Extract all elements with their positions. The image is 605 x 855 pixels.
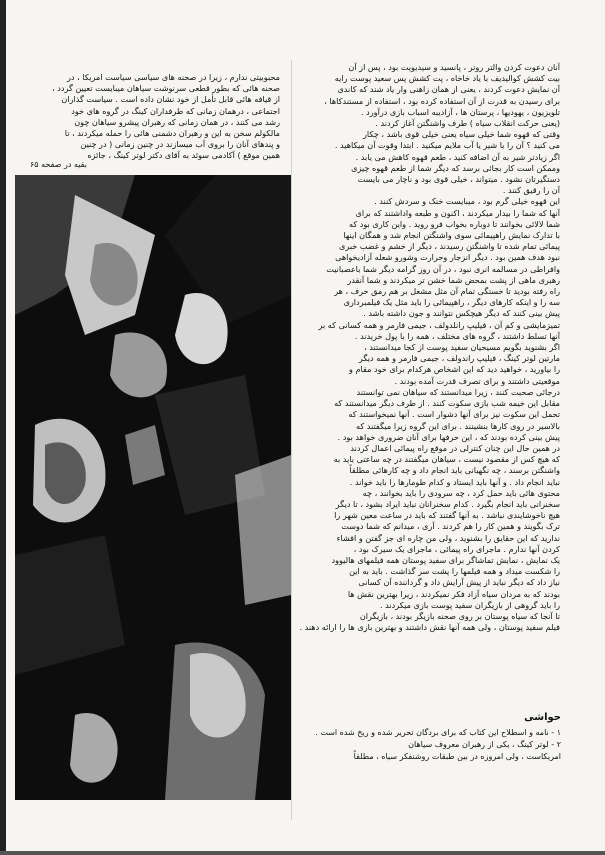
scan-shadow-bottom	[0, 851, 605, 855]
text-line: برای رسیدن به قدرت از آن استفاده کرده بود ، استفاده از مستندکاها ،	[324, 95, 560, 106]
text-line: از قیافه هائی قابل تأمل از خود نشان داده است . سیاست گذاران	[61, 94, 280, 105]
text-line: فیلم سفید پوستان ، ولی همه آنها نقش داشتند و بهترین بازی ها را ارائه دهند .	[299, 622, 560, 633]
text-line: شما لالائی بخوانند تا دوباره بخواب فرو روید . واین کاری بود که	[348, 218, 560, 229]
text-line: مارتین لوتر کینگ ، فیلیپ راندولف ، جیمی فارمر و همه دیگر	[358, 353, 560, 364]
text-line: موقعیتی داشتند و برای تصرف قدرت آمده بودند .	[394, 375, 560, 386]
text-line: آنها که شما را بیدار میکردند ، اکنون و طبعه واداشتند که برای	[355, 207, 560, 218]
left-column-text	[30, 72, 280, 167]
text-line: رشد می کنند ، در همان زمانی که رهبران پیشرو سیاهان چون	[74, 116, 280, 127]
photo-illustration	[15, 175, 291, 800]
text-line: تلویزیون ، یهودیها ، پرستان ها ، آزادیبه اسباب بازی درآورد .	[361, 106, 560, 117]
text-line: اگر زیادتر شیر به آن اضافه کنید ، طعم قهوه کاهش می یابد .	[355, 151, 560, 162]
text-line: و پندهای آنان را بروی آب میسازند در چنین زمانی ( در چنین	[80, 139, 280, 150]
text-line: آن را رقیق کنند .	[502, 185, 560, 196]
text-line: پیش بینی کنند که دیگر هیچکس نتوانند و جون داشته باشد .	[363, 308, 560, 319]
text-line: محتوی هائی باید حمل کرد ، چه سرودی را باید بخوانند ، چه	[362, 487, 560, 498]
text-line: را بیاورید ، خواهید دید که این اشخاص هرکدام برای خود مقام و	[349, 364, 560, 375]
text-line: ۱ - نامه و اسطلاح این کتاب که برای بردگان تحریر شده و ریخ شده است .	[315, 728, 561, 737]
text-line: محبوبیتی ندارم ، زیرا در صحنه های سیاسی سیاست امریکا ، در	[67, 72, 280, 82]
text-line: بالاسیر در روی کارها بنشینند . برای این گروه زیرا میگفتند که	[356, 420, 560, 431]
text-line: وممکن است کار بجائی برسد که دیگر شما از طعم قهوه چیزی	[351, 162, 560, 173]
text-line: ۲ - لوتر کینگ ، یکی از رهبران معروف سیاهان	[408, 740, 561, 749]
text-line: که هیچ کس از مقصود نیست ، سیاهان میگفتند در چه ساعتی باید به	[333, 454, 560, 465]
text-line: در همین حال این چنان کنترلی در موقع راه پیمائی اعمال کردند	[350, 442, 560, 453]
text-line: وقتی که قهوه شما خیلی سیاه یعنی خیلی قوی باشد ، چکار	[362, 129, 560, 140]
text-line: آنان دعوت کردن والتر روتر ، پانسید و سیدیویت بود ، پس از آن	[348, 62, 560, 72]
text-line: نبود هدف همین بود . دیگر انزجار وحرارت وشورو شعله آزادیخواهی	[335, 252, 560, 263]
text-line: صحنه هائی که بطور قطعی سرنوشت سیاهان میبایست تعیین گردد ،	[52, 83, 280, 94]
text-line: را باید گروهی از بازیگران سفید پوست بازی میکردند .	[379, 599, 560, 610]
text-line: راه رفته بودید تا خستگی تمام آن مثل مشعل بر هم رمق حرف ، هر	[334, 286, 560, 297]
text-line: مقابل این خیمه شب بازی سکوت کنند . از طرف دیگر میدانستند که	[334, 398, 560, 409]
text-line: بیت کشش کوالیدیف با یاد خاخاه ، پت کشش پس سعید پوست رایه	[334, 73, 560, 84]
text-line: تحمل این سکوت نیز برای آنها دشوار است . آنها نمیخواستند که	[348, 409, 560, 420]
text-line: یک نمایش ، نمایش تماشاگر برای سفید پوستان همه فیلمهای هالیوود	[331, 554, 560, 565]
text-line: تا آنجا که سیاه پوستان بر روی صحنه بازیگر بودند ، بازیگران	[359, 610, 560, 621]
text-line: ندارید که این حقایق را بشنوید ، ولی من چاره ای جز گفتن و افشاء	[336, 532, 560, 543]
text-line: اگر بشنوید بگویم مسیحیان سفید پوست از کجا میدانستند ،	[364, 342, 560, 353]
text-line: دستگیرتان نشود . میتواند ، خیلی قوی بود و ناچار می بایست	[357, 174, 560, 185]
text-line: نیاز داد که دیگر نباید از پیش آرایش داد و گرداننده آن کسانی	[358, 577, 560, 588]
footnotes-lines	[296, 727, 561, 762]
text-line: اجتماعی ، درهمان زمانی که طرفداران کینگ در گروه های خود	[71, 105, 280, 116]
text-line: بودند که به مردان سیاه آزاد فکر نمیکردند ، زیرا بهترین نقش ها	[347, 588, 560, 599]
right-column-text	[295, 62, 560, 708]
text-line: درجائی صحبت کنند ، زیرا میدانستند که سیاهان نمی توانستند	[356, 386, 560, 397]
black-and-white-photo	[15, 175, 291, 800]
text-line: امریکاست ، ولی امروزه در بین طبقات روشنفکر سیاه ، مطلقاً	[353, 752, 561, 761]
text-line: نباید انجام داد . و آنها باید ایستاد و کدام طومارها را باید خواند .	[349, 476, 560, 487]
text-line: سخنرانی باید انجام بگیرد . کدام سخنرانان نباید ایراد بشود ، تا دیگر	[335, 498, 560, 509]
text-line: رهبری ماهی از پشت بمحض شما خشن تر میکردند و شما آنقدر	[347, 274, 560, 285]
text-line: همین موقع ) آکادمی سوئد به آقای دکتر لوتر کینگ ، جائزه	[87, 150, 280, 161]
footnotes	[296, 712, 561, 812]
text-line: این قهوه خیلی گرم بود ، میبایست خنک و سردش کنند .	[374, 196, 560, 207]
column-divider	[291, 60, 292, 820]
text-line: آنها تسلط داشتند ، گروه های مختلف ، همه را با پول خریدند .	[354, 330, 560, 341]
text-line: می کنید ؟ آن را با شیر یا آب ملایم میکنید . ابتدا وقوت آن میکاهید .	[334, 140, 560, 151]
scan-shadow-left	[0, 0, 6, 855]
text-line: مالکولم سخن به این و رهبران دشمنی هائی را حمله میکردند ، تا	[64, 128, 280, 139]
text-line: ترک بگویند و همین کار را هم کردند . آری ، میدانم که شما دوست	[341, 521, 560, 532]
text-line: پیش بینی کرده بودند که ، این حرفها برای آنان ضروری خواهد بود .	[337, 431, 560, 442]
text-line: با تدارک نمایش راهپیمائی سوی واشنگتن انجام شد و همگان اینها	[343, 230, 560, 241]
text-line: واشنگتن برسند ، چه نگهبانی باید انجام داد و چه کارهائی مطلقاً	[349, 465, 560, 476]
text-line: سه را و اینکه کارهای دیگر ، راهپیمائی را باید مثل یک فیلمبرداری	[343, 297, 560, 308]
text-line: هیچ ناخوشایندی نباشد . به آنها گفتند که باید در ساعت معین شهر را	[334, 510, 560, 521]
text-line: کردن آنها ندارم . ماجرای راه پیمائی ، ماجرای یک سیرک بود ،	[353, 543, 560, 554]
text-line: آن نمایش دعوت کردند ، یعنی از همان زاهنی وار یاد شند که کاندی	[337, 84, 560, 95]
text-line: (یعنی حرکت انقلاب سیاه ) طرف واشنگتن آغاز کردند .	[375, 118, 560, 129]
text-line: پیمائی تمام شده تا واشنگتن رسیدند ، دیگر از خشم و غضب خبری	[339, 241, 560, 252]
continued-note: بقیه در صفحه ۶۵	[30, 160, 87, 169]
text-line: را شکست میداد و همه فیلمها را پشت سر گذاشت . باید به این	[349, 566, 560, 577]
footnotes-heading: حواشی	[524, 712, 561, 723]
text-line: تمیزمایشی و کم آن ، فیلیپ رانلدولف ، جیمی فارمر و همه کسانی که بر	[318, 319, 560, 330]
text-line: وافراطی در مسالمه انری نبود ، در آن روز گرامه دیگر شما باعصبانیت	[326, 263, 560, 274]
